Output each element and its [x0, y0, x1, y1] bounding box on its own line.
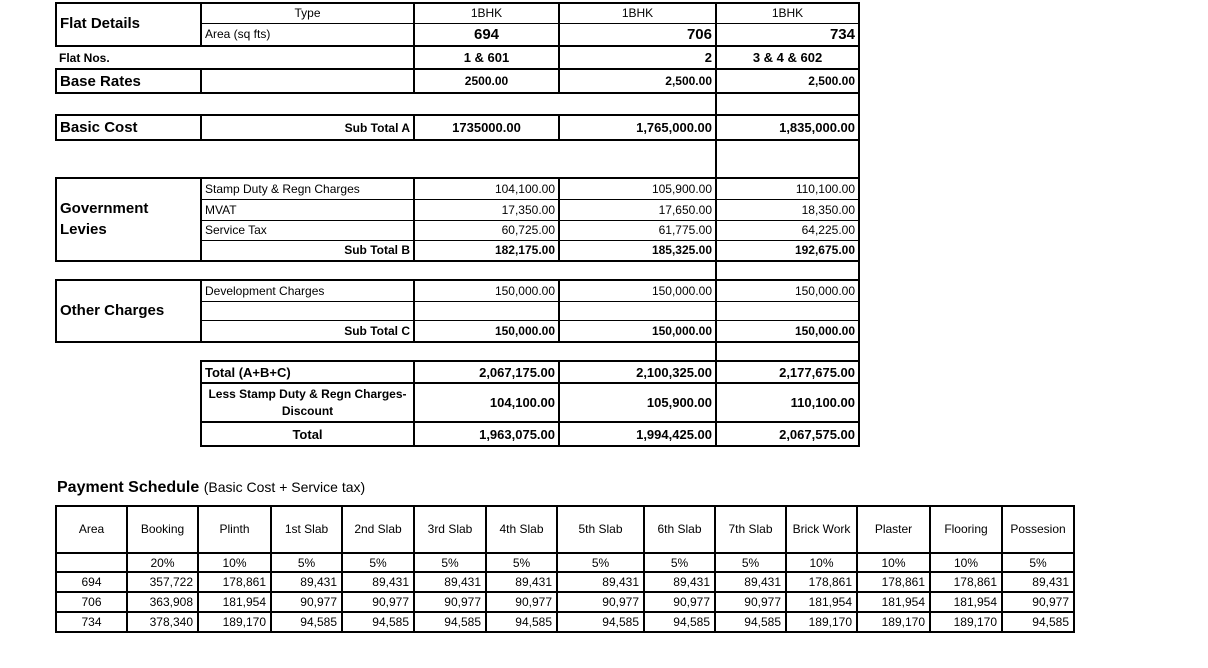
ps-pct-cell: 5%	[342, 553, 414, 572]
area-value: 734	[716, 23, 859, 46]
other-charge-value: 150,000.00	[716, 280, 859, 301]
ps-header-cell: Plaster	[857, 506, 930, 553]
sub-total-c-value: 150,000.00	[559, 320, 716, 342]
payment-schedule-subtitle: (Basic Cost + Service tax)	[203, 479, 366, 495]
empty-cell	[201, 301, 414, 320]
basic-cost-label: Basic Cost	[56, 115, 201, 140]
gap-cell	[201, 261, 414, 280]
ps-header-cell: Flooring	[930, 506, 1002, 553]
gap-cell	[559, 261, 716, 280]
ps-value-cell: 94,585	[486, 612, 557, 632]
ps-header-cell: Area	[56, 506, 127, 553]
gap-cell	[201, 140, 414, 178]
ps-header-cell: Plinth	[198, 506, 271, 553]
ps-value-cell: 363,908	[127, 592, 198, 612]
other-charge-value: 150,000.00	[559, 280, 716, 301]
ps-value-cell: 94,585	[644, 612, 715, 632]
ps-value-cell: 90,977	[414, 592, 486, 612]
ps-value-cell: 90,977	[557, 592, 644, 612]
ps-value-cell: 90,977	[271, 592, 342, 612]
flat-nos-label: Flat Nos.	[56, 46, 414, 69]
other-charge-label: Development Charges	[201, 280, 414, 301]
gap-cell	[414, 93, 559, 115]
ps-value-cell: 378,340	[127, 612, 198, 632]
ps-value-cell: 89,431	[1002, 572, 1074, 592]
ps-value-cell: 90,977	[342, 592, 414, 612]
sub-total-c-value: 150,000.00	[716, 320, 859, 342]
gap-cell	[56, 93, 201, 115]
levy-label: Service Tax	[201, 220, 414, 240]
levy-value: 64,225.00	[716, 220, 859, 240]
empty-cell	[559, 301, 716, 320]
empty-cell	[201, 69, 414, 93]
ps-pct-cell: 5%	[644, 553, 715, 572]
ps-value-cell: 90,977	[644, 592, 715, 612]
gap-cell	[56, 261, 201, 280]
ps-pct-cell: 5%	[715, 553, 786, 572]
ps-value-cell: 94,585	[271, 612, 342, 632]
gap-cell	[414, 140, 559, 178]
ps-header-cell: Possesion	[1002, 506, 1074, 553]
ps-value-cell: 178,861	[198, 572, 271, 592]
ps-value-cell: 189,170	[786, 612, 857, 632]
levy-value: 17,350.00	[414, 199, 559, 220]
sub-total-c-label: Sub Total C	[201, 320, 414, 342]
ps-value-cell: 189,170	[198, 612, 271, 632]
gap-cell	[716, 93, 859, 115]
gap-cell	[56, 342, 201, 361]
levy-label: MVAT	[201, 199, 414, 220]
ps-pct-cell: 10%	[930, 553, 1002, 572]
gap-cell	[559, 342, 716, 361]
gap-cell	[201, 342, 414, 361]
ps-value-cell: 94,585	[342, 612, 414, 632]
gap-cell	[201, 93, 414, 115]
other-charges-label: Other Charges	[56, 280, 201, 342]
net-total-label: Total	[201, 422, 414, 446]
ps-pct-cell	[56, 553, 127, 572]
basic-cost-value: 1,765,000.00	[559, 115, 716, 140]
ps-value-cell: 89,431	[557, 572, 644, 592]
ps-value-cell: 178,861	[786, 572, 857, 592]
grand-total-value: 2,067,175.00	[414, 361, 559, 383]
less-discount-value: 110,100.00	[716, 383, 859, 422]
area-label: Area (sq fts)	[201, 23, 414, 46]
sub-total-b-value: 182,175.00	[414, 240, 559, 261]
type-value: 1BHK	[414, 3, 559, 23]
ps-value-cell: 181,954	[786, 592, 857, 612]
cost-breakdown-table	[55, 2, 860, 447]
ps-value-cell: 89,431	[644, 572, 715, 592]
sub-total-a-label: Sub Total A	[201, 115, 414, 140]
ps-area-cell: 734	[56, 612, 127, 632]
other-charge-value: 150,000.00	[414, 280, 559, 301]
ps-value-cell: 94,585	[414, 612, 486, 632]
gap-cell	[414, 342, 559, 361]
ps-pct-cell: 10%	[857, 553, 930, 572]
ps-value-cell: 90,977	[1002, 592, 1074, 612]
empty-cell	[414, 301, 559, 320]
basic-cost-value: 1,835,000.00	[716, 115, 859, 140]
ps-value-cell: 94,585	[1002, 612, 1074, 632]
ps-value-cell: 189,170	[930, 612, 1002, 632]
ps-value-cell: 357,722	[127, 572, 198, 592]
sub-total-b-label: Sub Total B	[201, 240, 414, 261]
net-total-value: 1,994,425.00	[559, 422, 716, 446]
sub-total-b-value: 185,325.00	[559, 240, 716, 261]
ps-pct-cell: 5%	[414, 553, 486, 572]
ps-value-cell: 94,585	[715, 612, 786, 632]
net-total-value: 2,067,575.00	[716, 422, 859, 446]
flat-nos-value: 3 & 4 & 602	[716, 46, 859, 69]
ps-header-cell: 7th Slab	[715, 506, 786, 553]
ps-value-cell: 181,954	[198, 592, 271, 612]
type-value: 1BHK	[716, 3, 859, 23]
ps-value-cell: 89,431	[715, 572, 786, 592]
ps-value-cell: 89,431	[342, 572, 414, 592]
type-label: Type	[201, 3, 414, 23]
grand-total-label: Total (A+B+C)	[201, 361, 414, 383]
gap-cell	[414, 261, 559, 280]
government-levies-label: Government Levies	[56, 178, 201, 261]
gap-cell	[716, 261, 859, 280]
ps-pct-cell: 5%	[486, 553, 557, 572]
gap-cell	[559, 93, 716, 115]
base-rate-value: 2,500.00	[559, 69, 716, 93]
ps-area-cell: 694	[56, 572, 127, 592]
empty-cell	[716, 301, 859, 320]
gap-cell	[716, 342, 859, 361]
sub-total-b-value: 192,675.00	[716, 240, 859, 261]
ps-pct-cell: 10%	[198, 553, 271, 572]
ps-header-cell: 2nd Slab	[342, 506, 414, 553]
ps-value-cell: 189,170	[857, 612, 930, 632]
ps-value-cell: 89,431	[486, 572, 557, 592]
ps-value-cell: 178,861	[930, 572, 1002, 592]
ps-header-cell: Booking	[127, 506, 198, 553]
payment-schedule-heading	[57, 479, 365, 497]
gap-cell	[559, 140, 716, 178]
ps-pct-cell: 5%	[1002, 553, 1074, 572]
ps-pct-cell: 20%	[127, 553, 198, 572]
ps-value-cell: 178,861	[857, 572, 930, 592]
ps-value-cell: 181,954	[857, 592, 930, 612]
levy-value: 110,100.00	[716, 178, 859, 199]
ps-header-cell: 5th Slab	[557, 506, 644, 553]
basic-cost-value: 1735000.00	[414, 115, 559, 140]
base-rates-label: Base Rates	[56, 69, 201, 93]
ps-pct-cell: 5%	[271, 553, 342, 572]
ps-area-cell: 706	[56, 592, 127, 612]
ps-pct-cell: 5%	[557, 553, 644, 572]
flat-nos-value: 2	[559, 46, 716, 69]
ps-header-cell: 4th Slab	[486, 506, 557, 553]
grand-total-value: 2,100,325.00	[559, 361, 716, 383]
ps-value-cell: 90,977	[715, 592, 786, 612]
area-value: 694	[414, 23, 559, 46]
levy-value: 60,725.00	[414, 220, 559, 240]
levy-value: 104,100.00	[414, 178, 559, 199]
levy-value: 18,350.00	[716, 199, 859, 220]
ps-header-cell: Brick Work	[786, 506, 857, 553]
less-discount-value: 105,900.00	[559, 383, 716, 422]
flat-nos-value: 1 & 601	[414, 46, 559, 69]
type-value: 1BHK	[559, 3, 716, 23]
base-rate-value: 2500.00	[414, 69, 559, 93]
empty-cell	[56, 422, 201, 446]
payment-schedule-title: Payment Schedule	[57, 479, 200, 496]
ps-header-cell: 6th Slab	[644, 506, 715, 553]
ps-header-cell: 1st Slab	[271, 506, 342, 553]
levy-value: 61,775.00	[559, 220, 716, 240]
levy-label: Stamp Duty & Regn Charges	[201, 178, 414, 199]
ps-value-cell: 181,954	[930, 592, 1002, 612]
empty-cell	[56, 383, 201, 422]
ps-value-cell: 89,431	[271, 572, 342, 592]
gap-cell	[716, 140, 859, 178]
levy-value: 105,900.00	[559, 178, 716, 199]
base-rate-value: 2,500.00	[716, 69, 859, 93]
ps-value-cell: 90,977	[486, 592, 557, 612]
less-discount-label: Less Stamp Duty & Regn Charges-Discount	[201, 383, 414, 422]
ps-value-cell: 89,431	[414, 572, 486, 592]
levy-value: 17,650.00	[559, 199, 716, 220]
flat-details-label: Flat Details	[56, 3, 201, 46]
empty-cell	[56, 361, 201, 383]
payment-schedule-table	[55, 505, 1075, 633]
sub-total-c-value: 150,000.00	[414, 320, 559, 342]
net-total-value: 1,963,075.00	[414, 422, 559, 446]
gap-cell	[56, 140, 201, 178]
area-value: 706	[559, 23, 716, 46]
ps-pct-cell: 10%	[786, 553, 857, 572]
ps-header-cell: 3rd Slab	[414, 506, 486, 553]
less-discount-value: 104,100.00	[414, 383, 559, 422]
grand-total-value: 2,177,675.00	[716, 361, 859, 383]
ps-value-cell: 94,585	[557, 612, 644, 632]
